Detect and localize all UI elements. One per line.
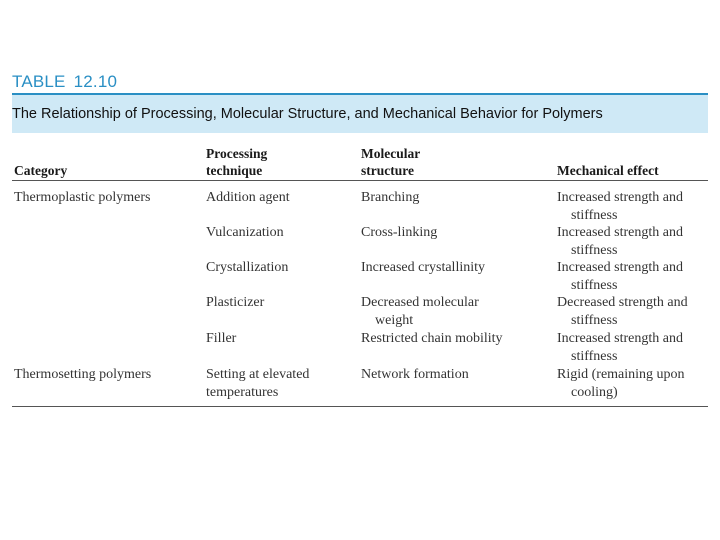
cell-effect-line1: Rigid (remaining upon: [557, 367, 685, 382]
cell-effect-line2: stiffness: [571, 312, 618, 328]
cell-effect-line2: stiffness: [571, 242, 618, 258]
header-molecular: [361, 145, 420, 179]
cell-technique: Addition agent: [206, 190, 290, 205]
cell-effect: [557, 259, 683, 294]
header-category-label: Category: [14, 163, 68, 178]
cell-structure-line1: Decreased molecular: [361, 295, 479, 310]
header-bottom-rule: [12, 180, 708, 181]
table-label-word: TABLE: [12, 72, 66, 91]
cell-structure: Branching: [361, 190, 420, 205]
cell-effect-line1: Increased strength and: [557, 190, 683, 205]
cell-technique: Plasticizer: [206, 295, 265, 310]
table-number: 12.10: [73, 72, 118, 91]
cell-effect-line2: stiffness: [571, 277, 618, 293]
cell-technique: Vulcanization: [206, 225, 284, 240]
header-mechanical: [557, 162, 659, 179]
cell-technique-line2: temperatures: [206, 384, 279, 400]
cell-technique: Crystallization: [206, 260, 289, 275]
cell-structure-line2: weight: [375, 312, 414, 328]
table-label: [12, 72, 117, 92]
cell-effect: [557, 366, 685, 401]
cell-effect: [557, 189, 683, 224]
header-molecular-line1: Molecular: [361, 146, 421, 161]
cell-effect-line1: Increased strength and: [557, 260, 683, 275]
cell-structure: Restricted chain mobility: [361, 331, 503, 346]
cell-effect: [557, 330, 683, 365]
header-processing-line2: technique: [206, 163, 263, 178]
cell-effect-line2: stiffness: [571, 207, 618, 223]
cell-technique: [206, 366, 309, 401]
cell-technique-line1: Setting at elevated: [206, 367, 310, 382]
cell-structure: Network formation: [361, 367, 469, 382]
header-processing-line1: Processing: [206, 146, 268, 161]
cell-category: Thermosetting polymers: [14, 367, 152, 382]
header-processing: [206, 145, 267, 179]
table-bottom-rule: [12, 406, 708, 407]
cell-structure: [361, 294, 479, 329]
cell-effect-line2: stiffness: [571, 348, 618, 364]
header-category: [14, 162, 67, 179]
cell-effect-line1: Increased strength and: [557, 331, 683, 346]
cell-effect-line1: Increased strength and: [557, 225, 683, 240]
cell-effect-line1: Decreased strength and: [557, 295, 688, 310]
cell-structure: Cross-linking: [361, 225, 438, 240]
cell-category: Thermoplastic polymers: [14, 190, 151, 205]
header-mechanical-label: Mechanical effect: [557, 163, 659, 178]
cell-technique: Filler: [206, 331, 237, 346]
cell-structure: Increased crystallinity: [361, 260, 486, 275]
table-caption: The Relationship of Processing, Molecular Structure, and Mechanical Behavior for Polymers: [12, 106, 603, 122]
cell-effect: [557, 294, 688, 329]
header-molecular-line2: structure: [361, 163, 414, 178]
cell-effect: [557, 224, 683, 259]
cell-effect-line2: cooling): [571, 384, 618, 400]
